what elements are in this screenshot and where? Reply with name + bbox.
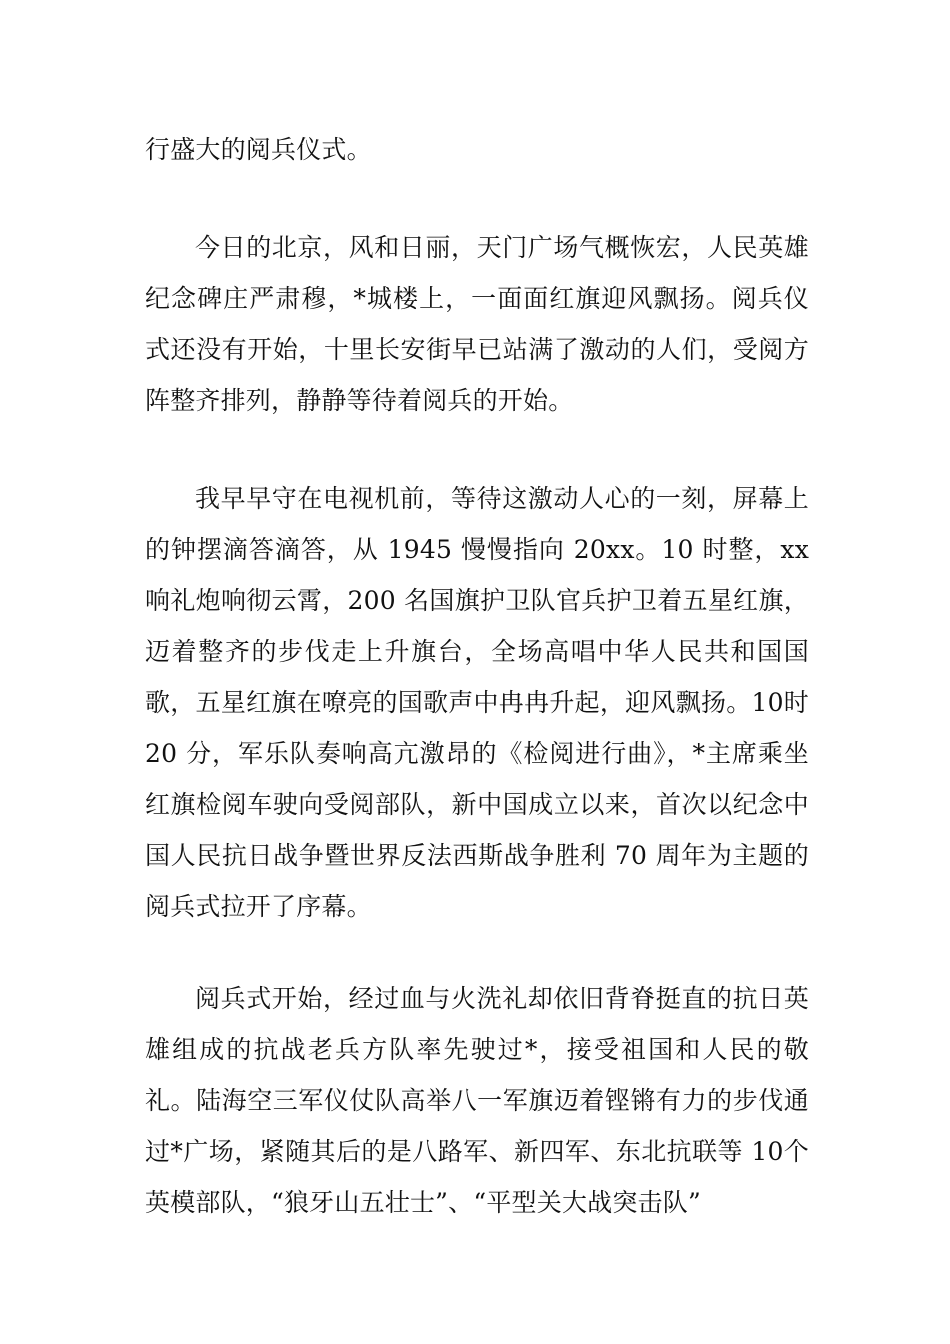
paragraph-2: 今日的北京，风和日丽，天门广场气概恢宏，人民英雄纪念碑庄严肃穆，*城楼上，一面面红旗迎风飘扬。阅兵仪式还没有开始，十里长安街早已站满了激动的人们，受阅方阵整齐排列，静静等待着阅兵的开始。 (145, 233, 809, 415)
paragraph-3: 我早早守在电视机前，等待这激动人心的一刻，屏幕上的钟摆滴答滴答，从 1945 慢慢指向 20xx。10 时整，xx响礼炮响彻云霄，200 名国旗护卫队官兵护卫着五星红旗，迈着整齐的步伐走上升旗台，全场高唱中华人民共和国国歌，五星红旗在嘹亮的国歌声中冉冉升起，迎风飘扬。10时 20 分，军乐队奏响高亢激昂的《检阅进行曲》，*主席乘坐红旗检阅车驶向受阅部队，新中国成立以来，首次以纪念中国人民抗日战争暨世界反法西斯战争胜利 70 周年为主题的阅兵式拉开了序幕。 (145, 484, 809, 921)
paragraph-4: 阅兵式开始，经过血与火洗礼却依旧背脊挺直的抗日英雄组成的抗战老兵方队率先驶过*，接受祖国和人民的敬礼。陆海空三军仪仗队高举八一军旗迈着铿锵有力的步伐通过*广场，紧随其后的是八路军、新四军、东北抗联等 10个英模部队，“狼牙山五壮士”、“平型关大战突击队” (145, 984, 809, 1217)
paragraph-1: 行盛大的阅兵仪式。 (145, 135, 372, 164)
